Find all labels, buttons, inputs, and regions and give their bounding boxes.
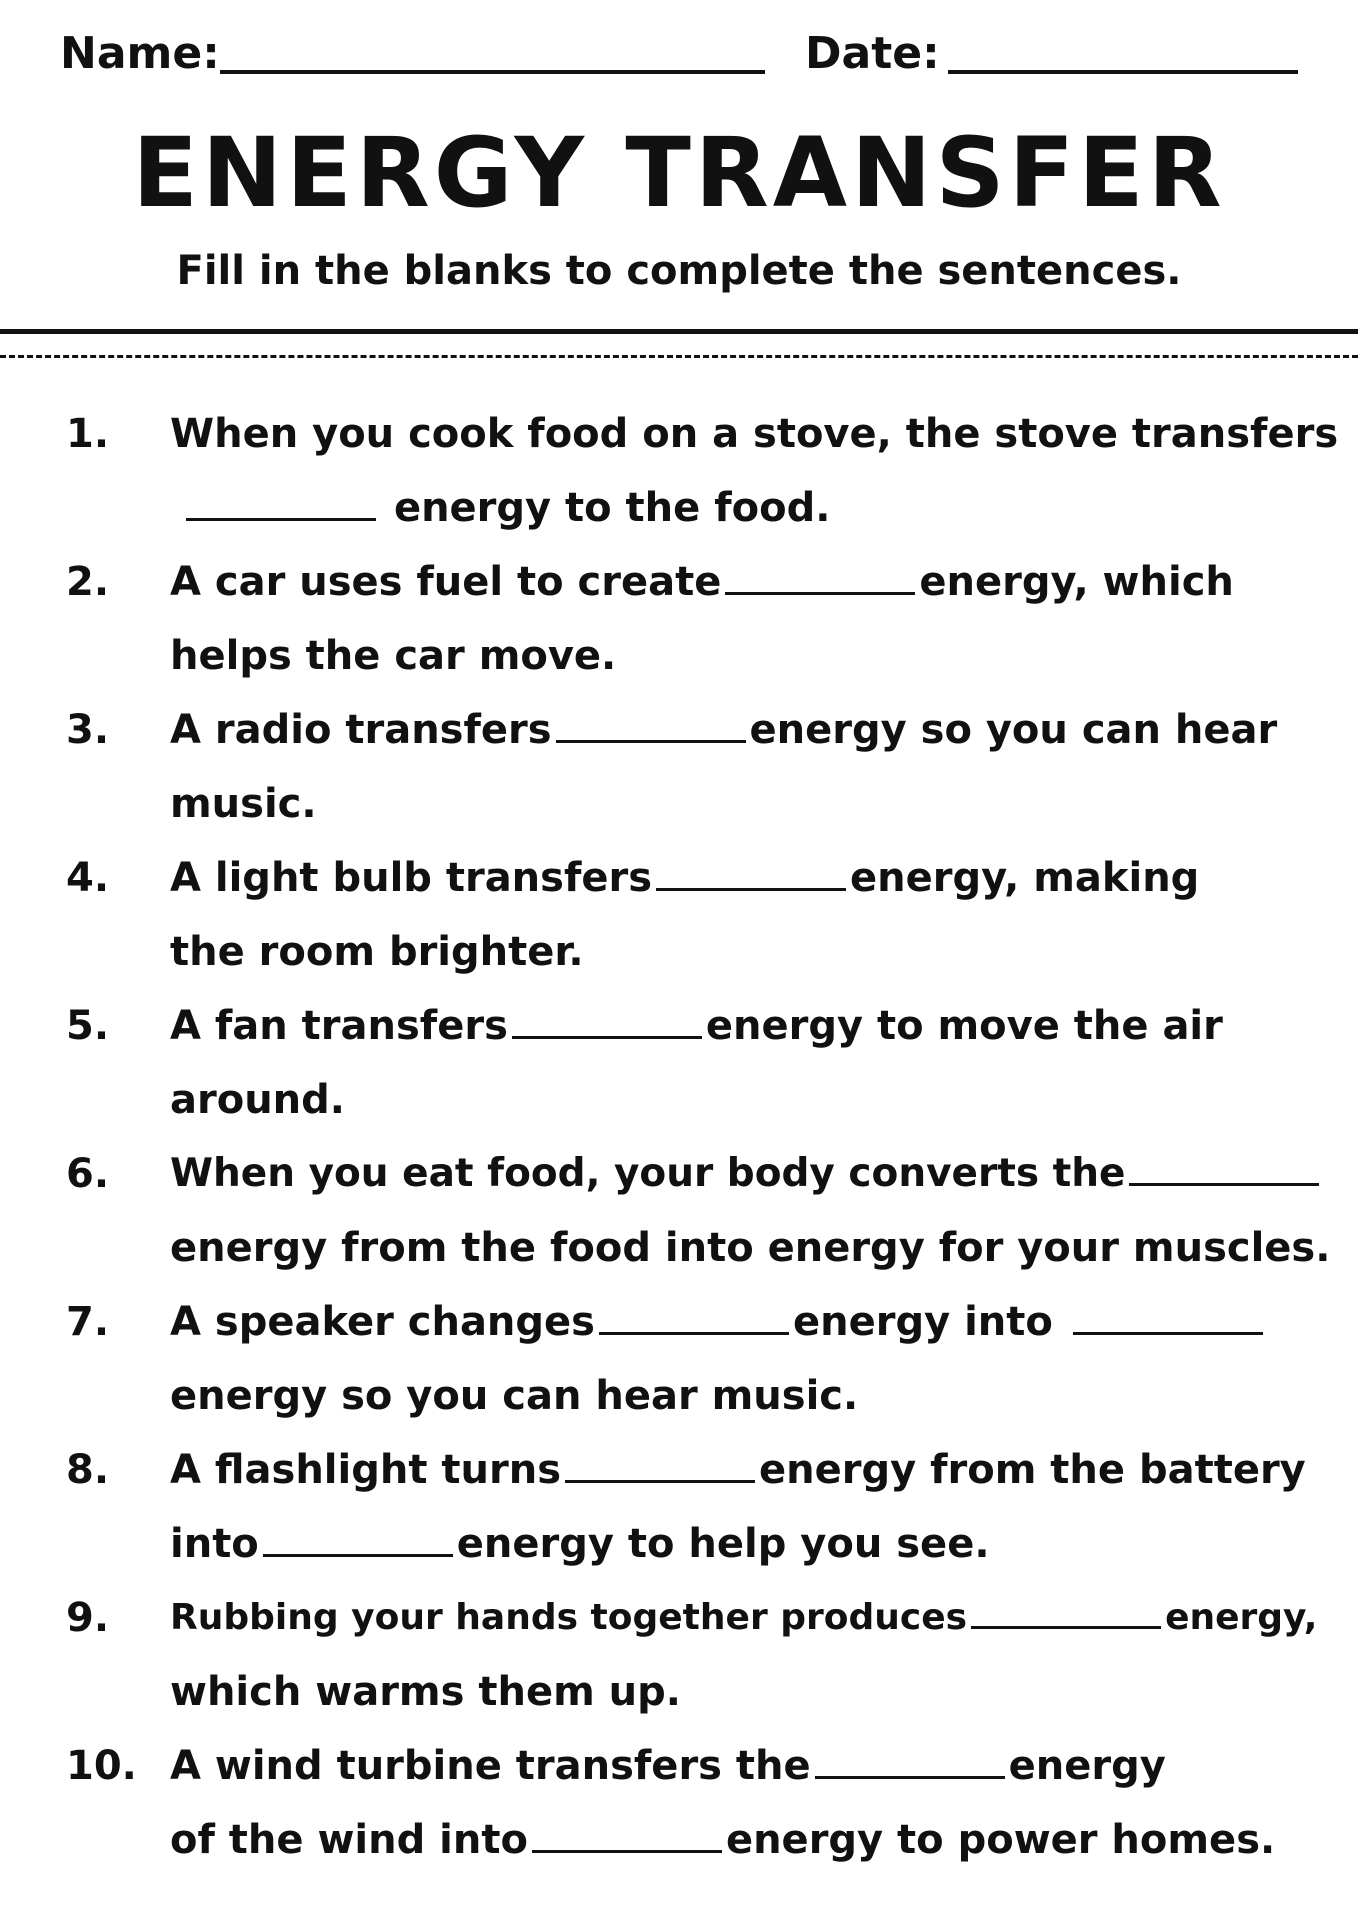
question-text: energy to help you see.	[456, 1521, 990, 1567]
question-number: 2.	[66, 559, 110, 605]
question-text: music.	[170, 781, 317, 827]
question-line	[170, 1433, 1306, 1507]
question-text: When you eat food, your body converts the	[170, 1151, 1126, 1196]
question-text: A light bulb transfers	[170, 855, 653, 901]
question-line	[170, 1803, 1275, 1877]
question-text: A fan transfers	[170, 1003, 508, 1049]
question-line	[170, 1729, 1166, 1803]
question-text: energy from the battery	[759, 1447, 1306, 1493]
question-text: Rubbing your hands together produces	[170, 1597, 968, 1638]
question-line	[170, 1137, 1323, 1211]
question-line	[170, 693, 1277, 767]
question-text: energy so you can hear	[749, 707, 1278, 753]
question-number: 9.	[66, 1595, 110, 1641]
question-text: which warms them up.	[170, 1669, 681, 1715]
question-number: 6.	[66, 1151, 110, 1197]
question-text: into	[170, 1521, 259, 1567]
page-title: ENERGY TRANSFER	[132, 117, 1226, 229]
answer-blank[interactable]	[565, 1450, 755, 1483]
question-text: A flashlight turns	[170, 1447, 561, 1493]
question-line	[170, 397, 1338, 471]
question-line	[170, 1063, 345, 1137]
question-text: energy into	[792, 1299, 1053, 1345]
question-number: 7.	[66, 1299, 110, 1345]
question-text: A radio transfers	[170, 707, 552, 753]
question-text: energy so you can hear music.	[170, 1373, 859, 1419]
answer-blank[interactable]	[1129, 1153, 1319, 1186]
question-number: 3.	[66, 707, 110, 753]
question-number: 8.	[66, 1447, 110, 1493]
question-line	[170, 989, 1223, 1063]
date-label: Date:	[805, 28, 940, 79]
answer-blank[interactable]	[556, 710, 746, 743]
question-text: A speaker changes	[170, 1299, 595, 1345]
question-text: energy	[1008, 1743, 1166, 1789]
question-number: 1.	[66, 411, 110, 457]
question-text: energy to power homes.	[725, 1817, 1276, 1863]
question-number: 10.	[66, 1743, 137, 1789]
answer-blank[interactable]	[512, 1006, 702, 1039]
answer-blank[interactable]	[532, 1820, 722, 1853]
question-text: A car uses fuel to create	[170, 559, 722, 605]
question-text: of the wind into	[170, 1817, 528, 1863]
date-blank[interactable]	[948, 70, 1298, 74]
answer-blank[interactable]	[971, 1596, 1161, 1629]
question-line	[170, 619, 616, 693]
instructions: Fill in the blanks to complete the sentences.	[176, 248, 1182, 294]
question-text: the room brighter.	[170, 929, 584, 975]
question-text: helps the car move.	[170, 633, 617, 679]
question-text: energy, making	[850, 855, 1200, 901]
question-text: When you cook food on a stove, the stove transfers	[170, 411, 1339, 457]
question-line	[170, 767, 317, 841]
answer-blank[interactable]	[186, 488, 376, 521]
question-number: 5.	[66, 1003, 110, 1049]
question-line	[170, 1285, 1267, 1359]
question-text: energy, which	[919, 559, 1234, 605]
question-line	[170, 1507, 990, 1581]
question-text: A wind turbine transfers the	[170, 1743, 811, 1789]
question-text: energy to move the air	[705, 1003, 1223, 1049]
divider-solid	[0, 329, 1358, 334]
answer-blank[interactable]	[656, 858, 846, 891]
question-text: energy to the food.	[393, 485, 831, 531]
divider-dashed	[0, 355, 1358, 358]
question-line	[170, 841, 1199, 915]
answer-blank[interactable]	[815, 1746, 1005, 1779]
question-text: energy from the food into energy for your muscles.	[170, 1225, 1331, 1271]
question-line	[170, 1581, 1317, 1655]
name-label: Name:	[60, 28, 220, 79]
question-line	[170, 915, 584, 989]
question-text: around.	[170, 1077, 345, 1123]
question-line	[170, 545, 1234, 619]
question-text: energy,	[1165, 1597, 1318, 1638]
question-line	[170, 1211, 1330, 1285]
question-line	[182, 471, 830, 545]
question-line	[170, 1655, 681, 1729]
answer-blank[interactable]	[263, 1524, 453, 1557]
name-blank[interactable]	[220, 70, 765, 74]
answer-blank[interactable]	[725, 562, 915, 595]
question-line	[170, 1359, 858, 1433]
question-number: 4.	[66, 855, 110, 901]
answer-blank[interactable]	[1073, 1302, 1263, 1335]
answer-blank[interactable]	[599, 1302, 789, 1335]
